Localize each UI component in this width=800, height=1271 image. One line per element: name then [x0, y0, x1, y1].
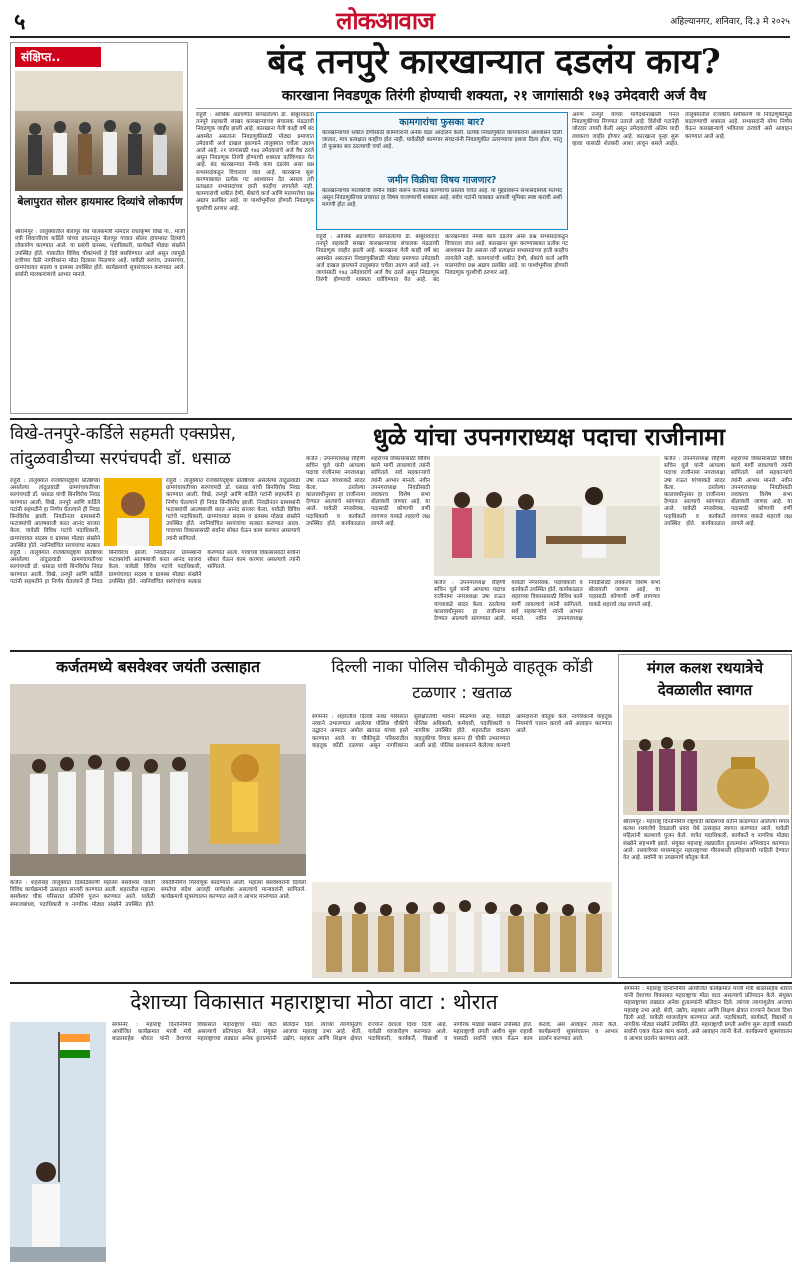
dhule-body-under: कर्जत : उपनगराध्यक्ष रोहिणी सचिन घुले यांनी आपल्या पदाचा राजीनामा नगराध्यक्षा उषा राऊत यांच्याकडे सादर केला. ठरलेल्या कालावधीनुसार हा राजीनामा देण्यात आल्याचे सांगण्यात आले. यावेळी नगरसेवक, पदाधिकारी व कार्यकर्ते उपस्थित होते. कार्यकाळात शहराच्या विकासासाठी विविध कामे मार्गी लावल्याचे त्यांनी सांगितले. सर्व सहकाऱ्यांचे त्यांनी आभार मानले. नवीन उपनगराध्यक्ष निवडीसाठी लवकरच विशेष सभा बोलावली जाणार आहे. या पदासाठी कोणाची वर्णी लागणार याकडे शहराचे लक्ष लागले आहे.: [434, 580, 660, 623]
mangal-photo-scene: [623, 705, 789, 815]
vikhe-body-a: राहुरी : तालुक्यात राजकीयदृष्ट्या प्रतिष्ठेच्या असलेल्या तांदुळवाडी ग्रामपंचायतीच्या सरपंचपदी डॉ. धसाळ यांची बिनविरोध निवड करण्यात आली. विखे, तनपुरे आणि कर्डिले गटांनी सहमतीने हा निर्णय घेतल्याने ही निवड बिनविरोध झाली. निवडीनंतर ग्रामस्थांनी फटाक्यांची आतषबाजी करत आनंद साजरा केला. यावेळी विविध गटांचे पदाधिकारी, ग्रामपंचायत सदस्य व ग्रामस्थ मोठ्या संख्येने उपस्थित होते. नवनिर्वाचित सरपंचांचा सत्कार: [10, 478, 100, 548]
basaveshwar-photo-scene: [10, 684, 306, 876]
lead-subhead-rule: [196, 108, 792, 109]
mangal-body: श्रीरामपूर : महाराष्ट्र दिनानिमित्त राष्ट्रवादी काँग्रेसच्या वतीने काढण्यात आलेल्या मंगल कलश रथयात्रेचे देवळाली प्रवरा येथे उत्साहात स्वागत करण्यात आले. यावेळी महिलांनी कलशाचे पूजन केले. यात्रेत पदाधिकारी, कार्यकर्ते व नागरिक मोठ्या संख्येने सहभागी झाले. संयुक्त महाराष्ट्र लढ्यातील हुतात्म्यांना अभिवादन करण्यात आले. रथयात्रेच्या माध्यमातून महाराष्ट्राच्या गौरवशाली इतिहासाची माहिती देण्यात येत आहे. सर्वांनी या उपक्रमाचे कौतुक केले.: [623, 819, 789, 862]
basaveshwar-body: कर्जत : शहरासह तालुक्यात ठिकठिकाणी महात्मा बसवेश्वर जयंती विविध कार्यक्रमांनी उत्साहात साजरी करण्यात आली. शहरातील महात्मा बसवेश्वर चौक परिसरात प्रतिमेचे पूजन करण्यात आले. यावेळी समाजबांधव, पदाधिकारी व नागरिक मोठ्या संख्येने उपस्थित होते. जयंतीनिमित्त मिरवणूक काढण्यात आली. महात्मा बसवेश्वरांनी दिलेला समतेचा संदेश आजही मार्गदर्शक असल्याचे मान्यवरांनी सांगितले. कार्यक्रमाचे सूत्रसंचालन करण्यात आले व आभार मानण्यात आले.: [10, 880, 306, 908]
vikhe-portrait: [104, 478, 162, 546]
delhi-naka-photo: [312, 882, 612, 978]
thorat-headline: देशाच्या विकासात महाराष्ट्राचा मोठा वाटा : थोरात: [130, 990, 498, 1014]
lead-body-left: राहुरी : आर्थिक अडचणीत सापडलेल्या डॉ. बाबुरावदादा तनपुरे सहकारी साखर कारखान्याच्या संचालक मंडळाची निवडणूक जाहीर झाली आहे. कारखाना गेली काही वर्षे बंद अवस्थेत असताना निवडणुकीसाठी मोठ्या प्रमाणात उमेदवारी अर्ज दाखल झाल्याने तालुक्यात चर्चेला उधाण आले आहे. २१ जागांसाठी १७३ उमेदवारांचे अर्ज वैध ठरले असून निवडणूक तिरंगी होण्याची शक्यता वर्तविण्यात येत आहे. बंद कारखान्यात नेमके काय दडलंय असा प्रश्न सभासदांकडून विचारला जात आहे. कारखाना सुरू करण्याबाबत प्रत्येक गट आश्वासन देत असला तरी प्रत्यक्षात सभासदांच्या हाती काहीच लागलेले नाही. कामगारांची थकीत देणी, बँकांचे कर्ज आणि मालमत्तेचा प्रश्न अद्याप प्रलंबित आहे. या पार्श्वभूमीवर होणारी निवडणूक चुरशीची ठरणार आहे.: [196, 112, 314, 212]
delhi-naka-headline: दिल्ली नाका पोलिस चौकीमुळे वाहतूक कोंडी टळणार : खताळ: [331, 657, 593, 702]
sankshipt-box: [10, 42, 188, 414]
row3-rule: [10, 982, 792, 984]
sidebar-q2: जमीन विक्रीचा विषय गाजणार?: [387, 175, 497, 186]
sankshipt-photo-figures: [15, 71, 183, 191]
mangal-box: [618, 654, 792, 978]
dhule-body-right: कर्जत : उपनगराध्यक्ष रोहिणी सचिन घुले यांनी आपल्या पदाचा राजीनामा नगराध्यक्षा उषा राऊत यांच्याकडे सादर केला. ठरलेल्या कालावधीनुसार हा राजीनामा देण्यात आल्याचे सांगण्यात आले. यावेळी नगरसेवक, पदाधिकारी व कार्यकर्ते उपस्थित होते. कार्यकाळात शहराच्या विकासासाठी विविध कामे मार्गी लावल्याचे त्यांनी सांगितले. सर्व सहकाऱ्यांचे त्यांनी आभार मानले. नवीन उपनगराध्यक्ष निवडीसाठी लवकरच विशेष सभा बोलावली जाणार आहे. या पदासाठी कोणाची वर्णी लागणार याकडे शहराचे लक्ष लागले आहे.: [664, 456, 792, 527]
sankshipt-headline: बेलापुरात सोलर हायमास्ट दिव्यांचे लोकार्पण: [17, 196, 183, 208]
delhi-naka-photo-scene: [312, 882, 612, 978]
dhule-headline: धुळे यांचा उपनगराध्यक्ष पदाचा राजीनामा: [372, 423, 726, 451]
sidebar-body2: कारखान्याच्या मालकीची जमीन विक्री करून कर्जफेड करण्याचा प्रस्ताव चर्चेत आहे. या मुद्द्यावरून सभासदांमध्ये मतभेद असून निवडणुकीच्या प्रचारात हा विषय गाजण्याची शक्यता आहे. सर्वच गटांनी याबाबत आपली भूमिका स्पष्ट करावी अशी मागणी होत आहे.: [322, 188, 562, 209]
lead-headline: बंद तनपुरे कारखान्यात दडलंय काय?: [267, 42, 721, 82]
thorat-body: संगमनेर : महाराष्ट्र दिनानिमित्त आयोजित कार्यक्रमात माजी मंत्री बाळासाहेब थोरात यांनी देशाच्या विकासात महाराष्ट्राचा मोठा वाटा असल्याचे प्रतिपादन केले. संयुक्त महाराष्ट्राच्या लढ्यात अनेक हुतात्म्यांनी बलिदान दिले. त्यांच्या त्यागामुळेच आजचा महाराष्ट्र उभा आहे. शेती, उद्योग, सहकार आणि शिक्षण क्षेत्रात राज्याने देशाला दिशा दिली आहे. यावेळी ध्वजारोहण करण्यात आले. पदाधिकारी, कार्यकर्ते, विद्यार्थी व नागरिक मोठ्या संख्येने उपस्थित होते. महाराष्ट्राची प्रगती अशीच सुरू राहावी यासाठी सर्वांनी एकत्र येऊन काम करावे, असे आवाहन त्यांनी केले. कार्यक्रमाचे सूत्रसंचालन व आभार प्रदर्शन करण्यात आले.: [112, 1022, 618, 1043]
vikhe-body-b: राहुरी : तालुक्यात राजकीयदृष्ट्या प्रतिष्ठेच्या असलेल्या तांदुळवाडी ग्रामपंचायतीच्या सरपंचपदी डॉ. धसाळ यांची बिनविरोध निवड करण्यात आली. विखे, तनपुरे आणि कर्डिले गटांनी सहमतीने हा निर्णय घेतल्याने ही निवड बिनविरोध झाली. निवडीनंतर ग्रामस्थांनी फटाक्यांची आतषबाजी करत आनंद साजरा केला. यावेळी विविध गटांचे पदाधिकारी, ग्रामपंचायत सदस्य व ग्रामस्थ मोठ्या संख्येने उपस्थित होते. नवनिर्वाचित सरपंचांचा सत्कार करण्यात आला. गावाच्या विकासासाठी सर्वांना सोबत घेऊन काम करणार असल्याचे त्यांनी सांगितले.: [10, 550, 300, 585]
basaveshwar-photo: [10, 684, 306, 876]
row1-rule: [10, 418, 792, 420]
dateline: अहिल्यानगर, शनिवार, दि.३ मे २०२५: [670, 17, 790, 27]
thorat-photo: [10, 1022, 106, 1262]
masthead-rule: [10, 36, 790, 38]
vikhe-headline: विखे-तनपुरे-कर्डिले सहमती एक्सप्रेस, तांदुळवाडीच्या सरपंचपदी डॉ. धसाळ: [10, 424, 237, 469]
mangal-photo: [623, 705, 789, 815]
page-number: ५: [14, 9, 26, 32]
delhi-naka-body: संगमनेर : शहरातील दिल्ली नाका परिसरात नव्याने उभारण्यात आलेल्या पोलिस चौकीचे उद्घाटन आमदार अमोल खताळ यांच्या हस्ते करण्यात आले. या चौकीमुळे परिसरातील वाहतूक कोंडी टळणार असून नागरिकांना सुरक्षिततेची भावना मिळणार आहे. यावेळी पोलिस अधिकारी, कर्मचारी, पदाधिकारी व नागरिक उपस्थित होते. शहरातील वाढत्या वाहतुकीचा विचार करून ही चौकी उभारण्यात आली आहे. पोलिस प्रशासनाने केलेल्या कामाचे आमदारांनी कौतुक केले. नागरिकांनी वाहतूक नियमांचे पालन करावे असे आवाहन करण्यात आले.: [312, 714, 612, 749]
sankshipt-photo: [15, 71, 183, 191]
lead-sidebar-box: [316, 112, 568, 230]
lead-body-middle: राहुरी : आर्थिक अडचणीत सापडलेल्या डॉ. बाबुरावदादा तनपुरे सहकारी साखर कारखान्याच्या संचालक मंडळाची निवडणूक जाहीर झाली आहे. कारखाना गेली काही वर्षे बंद अवस्थेत असताना निवडणुकीसाठी मोठ्या प्रमाणात उमेदवारी अर्ज दाखल झाल्याने तालुक्यात चर्चेला उधाण आले आहे. २१ जागांसाठी १७३ उमेदवारांचे अर्ज वैध ठरले असून निवडणूक तिरंगी होण्याची शक्यता वर्तविण्यात येत आहे. बंद कारखान्यात नेमके काय दडलंय असा प्रश्न सभासदांकडून विचारला जात आहे. कारखाना सुरू करण्याबाबत प्रत्येक गट आश्वासन देत असला तरी प्रत्यक्षात सभासदांच्या हाती काहीच लागलेले नाही. कामगारांची थकीत देणी, बँकांचे कर्ज आणि मालमत्तेचा प्रश्न अद्याप प्रलंबित आहे. या पार्श्वभूमीवर होणारी निवडणूक चुरशीची ठरणार आहे.: [316, 234, 568, 284]
basaveshwar-headline: कर्जतमध्ये बसवेश्वर जयंती उत्साहात: [56, 658, 260, 676]
thorat-photo-scene: [10, 1022, 106, 1262]
sankshipt-label: संक्षिप्त..: [15, 47, 101, 67]
dhule-photo: [434, 456, 660, 576]
thorat-body-right: संगमनेर : महाराष्ट्र दिनानिमित्त आयोजित कार्यक्रमात माजी मंत्री बाळासाहेब थोरात यांनी देशाच्या विकासात महाराष्ट्राचा मोठा वाटा असल्याचे प्रतिपादन केले. संयुक्त महाराष्ट्राच्या लढ्यात अनेक हुतात्म्यांनी बलिदान दिले. त्यांच्या त्यागामुळेच आजचा महाराष्ट्र उभा आहे. शेती, उद्योग, सहकार आणि शिक्षण क्षेत्रात राज्याने देशाला दिशा दिली आहे. यावेळी ध्वजारोहण करण्यात आले. पदाधिकारी, कार्यकर्ते, विद्यार्थी व नागरिक मोठ्या संख्येने उपस्थित होते. महाराष्ट्राची प्रगती अशीच सुरू राहावी यासाठी सर्वांनी एकत्र येऊन काम करावे, असे आवाहन त्यांनी केले. कार्यक्रमाचे सूत्रसंचालन व आभार प्रदर्शन करण्यात आले.: [624, 986, 792, 1043]
lead-body-right: अरुण तनपुरे यांच्या मार्गदर्शनाखाली पॅनल निवडणुकीच्या रिंगणात उतरले आहे. विरोधी गटानेही जोरदार तयारी केली असून उमेदवारांची अंतिम यादी लवकरच जाहीर होणार आहे. कारखाना पुन्हा सुरू व्हावा यासाठी शेतकरी आशा लावून बसले आहेत. तालुक्यातील राजकीय समीकरणे या निवडणुकीमुळे बदलण्याची शक्यता आहे. सभासदांनी योग्य निर्णय घेऊन कारखान्याचे भवितव्य ठरवावे असे आवाहन करण्यात आले आहे.: [572, 112, 792, 147]
dhule-body-left: कर्जत : उपनगराध्यक्ष रोहिणी सचिन घुले यांनी आपल्या पदाचा राजीनामा नगराध्यक्षा उषा राऊत यांच्याकडे सादर केला. ठरलेल्या कालावधीनुसार हा राजीनामा देण्यात आल्याचे सांगण्यात आले. यावेळी नगरसेवक, पदाधिकारी व कार्यकर्ते उपस्थित होते. कार्यकाळात शहराच्या विकासासाठी विविध कामे मार्गी लावल्याचे त्यांनी सांगितले. सर्व सहकाऱ्यांचे त्यांनी आभार मानले. नवीन उपनगराध्यक्ष निवडीसाठी लवकरच विशेष सभा बोलावली जाणार आहे. या पदासाठी कोणाची वर्णी लागणार याकडे शहराचे लक्ष लागले आहे.: [306, 456, 430, 527]
lead-subhead: कारखाना निवडणूक तिरंगी होण्याची शक्यता, २१ जागांसाठी १७३ उमेदवारी अर्ज वैध: [281, 88, 707, 104]
masthead-logo: लोकआवाज: [336, 7, 434, 34]
dhule-photo-scene: [434, 456, 660, 576]
portrait-figure: [104, 478, 162, 546]
sankshipt-body: श्रीरामपूर : तालुक्यातील बेलापूर येथे पालकमंत्री नामदार राधाकृष्ण विखे पा., माजी मंत्री शिवाजीराव कर्डिले यांच्या प्रयत्नातून बेलापूर गावात सोलर हायमास्ट दिव्यांचे लोकार्पण करण्यात आले. या प्रसंगी ग्रामस्थ, पदाधिकारी, कार्यकर्ते मोठ्या संख्येने उपस्थित होते. गावातील विविध चौकांमध्ये हे दिवे बसविण्यात आले असून त्यामुळे रात्रीच्या वेळी नागरिकांना मोठा दिलासा मिळणार आहे. यावेळी सरपंच, उपसरपंच, ग्रामपंचायत सदस्य व ग्रामस्थ उपस्थित होते. कार्यक्रमाचे सूत्रसंचालन करण्यात आले. सर्वांनी पालकमंत्र्यांचे आभार मानले.: [15, 229, 185, 279]
sidebar-body1: कारखान्याच्या थकीत देणीसाठी कामगारांनी अनेक वेळा आंदोलने केली. प्रत्येक निवडणुकीत कामगारांना आश्वासने दिली जातात, मात्र प्रत्यक्षात काहीच होत नाही. यावेळीही कामगार संघटनांनी निवडणुकीत उतरण्याचा इशारा दिला होता, परंतु तो फुसका बार ठरल्याची चर्चा आहे.: [322, 130, 562, 151]
sidebar-q1: कामगारांचा फुसका बार?: [399, 117, 485, 128]
row2-rule: [10, 650, 792, 652]
vikhe-body-c: राहुरी : तालुक्यात राजकीयदृष्ट्या प्रतिष्ठेच्या असलेल्या तांदुळवाडी ग्रामपंचायतीच्या सरपंचपदी डॉ. धसाळ यांची बिनविरोध निवड करण्यात आली. विखे, तनपुरे आणि कर्डिले गटांनी सहमतीने हा निर्णय घेतल्याने ही निवड बिनविरोध झाली. निवडीनंतर ग्रामस्थांनी फटाक्यांची आतषबाजी करत आनंद साजरा केला. यावेळी विविध गटांचे पदाधिकारी, ग्रामपंचायत सदस्य व ग्रामस्थ मोठ्या संख्येने उपस्थित होते. नवनिर्वाचित सरपंचांचा सत्कार करण्यात आला. गावाच्या विकासासाठी सर्वांना सोबत घेऊन काम करणार असल्याचे त्यांनी सांगितले.: [166, 478, 300, 542]
mangal-headline: मंगल कलश रथयात्रेचे देवळालीत स्वागत: [646, 659, 764, 699]
